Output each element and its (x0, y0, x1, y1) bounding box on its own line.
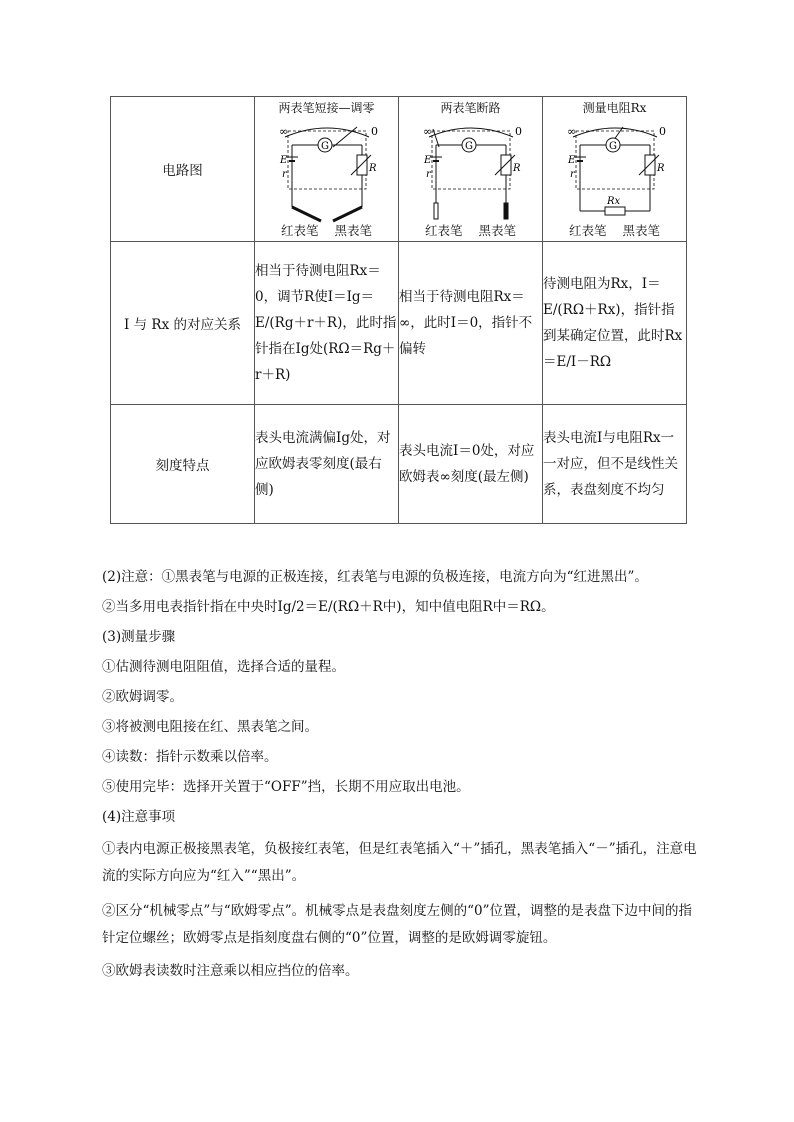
note-line: ⑤使用完毕：选择开关置于“OFF”挡，长期不用应取出电池。 (102, 779, 470, 795)
table-row (111, 242, 687, 405)
svg-text:G: G (609, 141, 617, 152)
note-heading: (3)测量步骤 (102, 629, 176, 645)
svg-text:G: G (321, 141, 329, 152)
figure-title: 测量电阻Rx (582, 101, 647, 115)
svg-text:r: r (282, 169, 287, 180)
note-line: ②欧姆调零。 (102, 689, 183, 705)
scale-cell: 表头电流满偏Ig处，对应欧姆表零刻度(最右侧) (255, 405, 399, 524)
note-line: ③欧姆表读数时注意乘以相应挡位的倍率。 (102, 963, 359, 979)
figure-open (399, 97, 543, 242)
svg-text:0: 0 (371, 125, 378, 138)
ohmmeter-table (110, 96, 687, 524)
svg-text:E: E (424, 155, 432, 166)
note-line: ②当多用电表指针指在中央时Ig/2＝E/(RΩ＋R中)，知中值电阻R中＝RΩ。 (102, 599, 555, 615)
svg-text:0: 0 (515, 125, 522, 138)
circuit-diagram-short (255, 115, 399, 225)
row-label-scale: 刻度特点 (111, 405, 255, 524)
relation-cell: 相当于待测电阻Rx＝∞，此时I＝0，指针不偏转 (399, 242, 543, 405)
figure-title: 两表笔断路 (440, 101, 501, 115)
pen-labels: 红表笔 黑表笔 (568, 223, 660, 238)
figure-measure (543, 97, 687, 242)
svg-text:E: E (280, 155, 288, 166)
note-line: ④读数：指针示数乘以倍率。 (102, 749, 278, 765)
svg-text:G: G (465, 141, 473, 152)
svg-text:r: r (426, 169, 431, 180)
svg-text:∞: ∞ (423, 125, 433, 138)
note-line: ①表内电源正极接黑表笔，负极接红表笔，但是红表笔插入“＋”插孔，黑表笔插入“－”插孔，注意电流的实际方向应为“红入”“黑出”。 (102, 841, 697, 884)
scale-cell: 表头电流I与电阻Rx一一对应，但不是线性关系，表盘刻度不均匀 (543, 405, 687, 524)
svg-text:Rx: Rx (607, 196, 621, 207)
circuit-diagram-open (399, 115, 543, 225)
svg-text:R: R (369, 163, 377, 174)
svg-text:r: r (570, 169, 575, 180)
svg-text:R: R (513, 163, 521, 174)
note-line: ③将被测电阻接在红、黑表笔之间。 (102, 719, 318, 735)
pen-labels: 红表笔 黑表笔 (424, 223, 516, 238)
svg-text:R: R (657, 163, 665, 174)
black-pen-label: 黑表笔 (334, 223, 372, 238)
svg-text:∞: ∞ (567, 125, 577, 138)
notes-section (102, 562, 702, 986)
relation-cell: 相当于待测电阻Rx＝0，调节R使I＝Ig＝E/(Rg＋r＋R)，此时指针指在Ig处(RΩ＝Rg＋r＋R) (255, 242, 399, 405)
row-label-relation: I 与 Rx 的对应关系 (111, 242, 255, 405)
svg-text:0: 0 (659, 125, 666, 138)
figure-title: 两表笔短接—调零 (278, 101, 375, 115)
figure-short (255, 97, 399, 242)
note-heading: (4)注意事项 (102, 809, 176, 825)
svg-text:E: E (568, 155, 576, 166)
note-line: ②区分“机械零点”与“欧姆零点”。机械零点是表盘刻度左侧的“0”位置，调整的是表盘下边中间的指针定位螺丝；欧姆零点是指刻度盘右侧的“0”位置，调整的是欧姆调零旋钮。 (102, 903, 692, 946)
table-row (111, 405, 687, 524)
inf-label: ∞ (279, 125, 289, 138)
note-line: ①估测待测电阻阻值，选择合适的量程。 (102, 659, 345, 675)
scale-cell: 表头电流I＝0处，对应欧姆表∞刻度(最左侧) (399, 405, 543, 524)
red-pen-label: 红表笔 (280, 223, 319, 238)
table-row (111, 97, 687, 242)
row-label-circuit: 电路图 (111, 97, 255, 242)
relation-cell: 待测电阻为Rx，I＝E/(RΩ＋Rx)，指针指到某确定位置，此时Rx＝E/I－RΩ (543, 242, 687, 405)
note-line: (2)注意：①黑表笔与电源的正极连接，红表笔与电源的负极连接，电流方向为“红进黑出”。 (102, 569, 648, 585)
pen-labels (255, 221, 398, 239)
circuit-diagram-measure (543, 115, 687, 225)
